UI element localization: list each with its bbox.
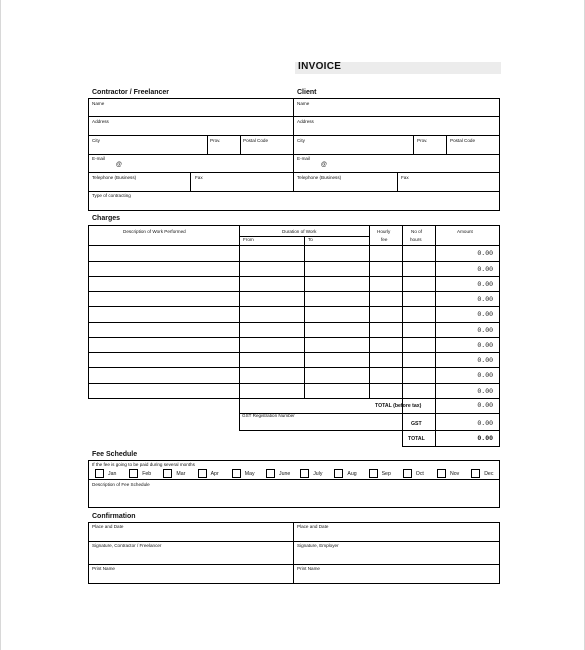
table-row-line xyxy=(88,306,500,307)
month-label: May xyxy=(244,471,255,477)
divider xyxy=(446,135,447,154)
charges-col-divider xyxy=(239,225,240,431)
month-label: Apr xyxy=(210,471,219,477)
month-checkbox-july[interactable] xyxy=(300,469,309,478)
client-postal-field[interactable]: Postal Code xyxy=(450,138,476,143)
contractor-email-field[interactable]: E-mail xyxy=(92,156,106,161)
divider xyxy=(190,172,191,191)
row-amount: 0.00 xyxy=(477,327,493,334)
total-value: 0.00 xyxy=(477,435,493,442)
info-line xyxy=(88,172,500,173)
month-label: June xyxy=(279,471,291,477)
client-fax-field[interactable]: Fax xyxy=(401,175,409,180)
col-noof-header: No of xyxy=(411,229,422,234)
col-from-header: From xyxy=(243,237,254,242)
table-row-line xyxy=(88,398,500,399)
confirmation-box xyxy=(88,522,500,584)
month-checkbox-aug[interactable] xyxy=(334,469,343,478)
contractor-at-icon: @ xyxy=(116,162,122,168)
row-amount: 0.00 xyxy=(477,250,493,257)
fee-schedule-heading: Fee Schedule xyxy=(92,451,138,458)
client-name-field[interactable]: Name xyxy=(297,101,310,106)
info-top-line xyxy=(88,98,500,99)
info-line xyxy=(88,154,500,155)
month-label: Dec xyxy=(484,471,494,477)
print-name-left-field[interactable]: Print Name xyxy=(92,566,115,571)
info-bottom-line xyxy=(88,210,500,211)
row-amount: 0.00 xyxy=(477,357,493,364)
table-row-line xyxy=(88,291,500,292)
client-heading: Client xyxy=(297,89,317,96)
row-amount: 0.00 xyxy=(477,311,493,318)
contracting-type-field[interactable]: Type of contracting xyxy=(92,193,131,198)
client-email-field[interactable]: E-mail xyxy=(297,156,311,161)
signature-employer-field[interactable]: Signature, Employer xyxy=(297,543,339,548)
divider xyxy=(397,172,398,191)
month-label: Nov xyxy=(450,471,460,477)
month-label: July xyxy=(313,471,323,477)
info-line xyxy=(88,191,500,192)
month-checkbox-sep[interactable] xyxy=(369,469,378,478)
info-left-border xyxy=(88,98,89,210)
total-before-tax-value: 0.00 xyxy=(477,402,493,409)
client-at-icon: @ xyxy=(321,162,327,168)
month-checkbox-june[interactable] xyxy=(266,469,275,478)
signature-contractor-field[interactable]: Signature, Contractor / Freelancer xyxy=(92,543,162,548)
table-row-line xyxy=(88,383,500,384)
place-date-right-field[interactable]: Place and Date xyxy=(297,524,329,529)
divider xyxy=(207,135,208,154)
gst-registration-field[interactable]: GST Registration Number xyxy=(242,413,295,418)
place-date-left-field[interactable]: Place and Date xyxy=(92,524,124,529)
row-amount: 0.00 xyxy=(477,266,493,273)
month-checkbox-mar[interactable] xyxy=(163,469,172,478)
total-label: TOTAL xyxy=(408,436,425,442)
col-amount-header: Amount xyxy=(457,229,473,234)
total-before-tax-label: TOTAL (before tax) xyxy=(375,403,422,409)
col-description-header: Description of Work Performed xyxy=(123,229,186,234)
month-checkbox-apr[interactable] xyxy=(198,469,207,478)
charges-heading: Charges xyxy=(92,215,121,222)
month-label: Feb xyxy=(142,471,152,477)
table-row-line xyxy=(88,245,500,246)
month-checkbox-feb[interactable] xyxy=(129,469,138,478)
confirmation-heading: Confirmation xyxy=(92,513,136,520)
table-row-line xyxy=(88,261,500,262)
contractor-postal-field[interactable]: Postal Code xyxy=(243,138,269,143)
month-label: Aug xyxy=(347,471,357,477)
client-prov-field[interactable]: Prov. xyxy=(417,138,428,143)
contractor-heading: Contractor / Freelancer xyxy=(92,89,170,96)
month-checkbox-oct[interactable] xyxy=(403,469,412,478)
gst-label: GST xyxy=(411,421,422,427)
confirmation-divider xyxy=(293,522,294,584)
contractor-fax-field[interactable]: Fax xyxy=(195,175,203,180)
client-telephone-field[interactable]: Telephone (Business) xyxy=(297,175,342,180)
contractor-telephone-field[interactable]: Telephone (Business) xyxy=(92,175,137,180)
info-line xyxy=(88,135,500,136)
print-name-right-field[interactable]: Print Name xyxy=(297,566,320,571)
duration-subheader-line xyxy=(239,236,369,237)
month-label: Mar xyxy=(176,471,186,477)
month-checkbox-dec[interactable] xyxy=(471,469,480,478)
totals-bottom-line xyxy=(402,446,500,447)
month-checkbox-nov[interactable] xyxy=(437,469,446,478)
row-amount: 0.00 xyxy=(477,342,493,349)
table-row-line xyxy=(88,276,500,277)
contractor-name-field[interactable]: Name xyxy=(92,101,105,106)
col-hours-header: hours xyxy=(410,237,422,242)
col-hourly-header: Hourly xyxy=(377,229,391,234)
confirmation-line xyxy=(88,541,500,542)
totals-line xyxy=(239,430,500,431)
table-row-line xyxy=(88,352,500,353)
row-amount: 0.00 xyxy=(477,296,493,303)
fee-description-field[interactable]: Description of Fee Schedule xyxy=(92,482,150,487)
info-right-border xyxy=(499,98,500,210)
row-amount: 0.00 xyxy=(477,388,493,395)
table-row-line xyxy=(88,322,500,323)
contractor-prov-field[interactable]: Prov. xyxy=(210,138,221,143)
charges-top-line xyxy=(88,225,500,226)
table-row-line xyxy=(88,337,500,338)
month-label: Sep xyxy=(381,471,391,477)
month-checkbox-may[interactable] xyxy=(232,469,241,478)
col-fee-header: fee xyxy=(381,237,388,242)
col-duration-header: Duration of Work xyxy=(282,229,317,234)
divider xyxy=(413,135,414,154)
month-label: Oct xyxy=(415,471,424,477)
fee-schedule-note: If the fee is going to be paid during several months xyxy=(92,462,195,467)
info-middle-divider xyxy=(293,98,294,191)
row-amount: 0.00 xyxy=(477,281,493,288)
divider xyxy=(240,135,241,154)
contractor-address-field[interactable]: Address xyxy=(92,119,109,124)
col-to-header: To xyxy=(308,237,313,242)
charges-left-border xyxy=(88,225,89,398)
month-checkbox-jan[interactable] xyxy=(95,469,104,478)
client-city-field[interactable]: City xyxy=(297,138,305,143)
contractor-city-field[interactable]: City xyxy=(92,138,100,143)
gst-value: 0.00 xyxy=(477,420,493,427)
charges-col-divider xyxy=(369,225,370,398)
table-row-line xyxy=(88,367,500,368)
row-amount: 0.00 xyxy=(477,372,493,379)
page-title: INVOICE xyxy=(298,61,342,72)
client-address-field[interactable]: Address xyxy=(297,119,314,124)
info-line xyxy=(88,116,500,117)
confirmation-line xyxy=(88,564,500,565)
month-label: Jan xyxy=(108,471,117,477)
